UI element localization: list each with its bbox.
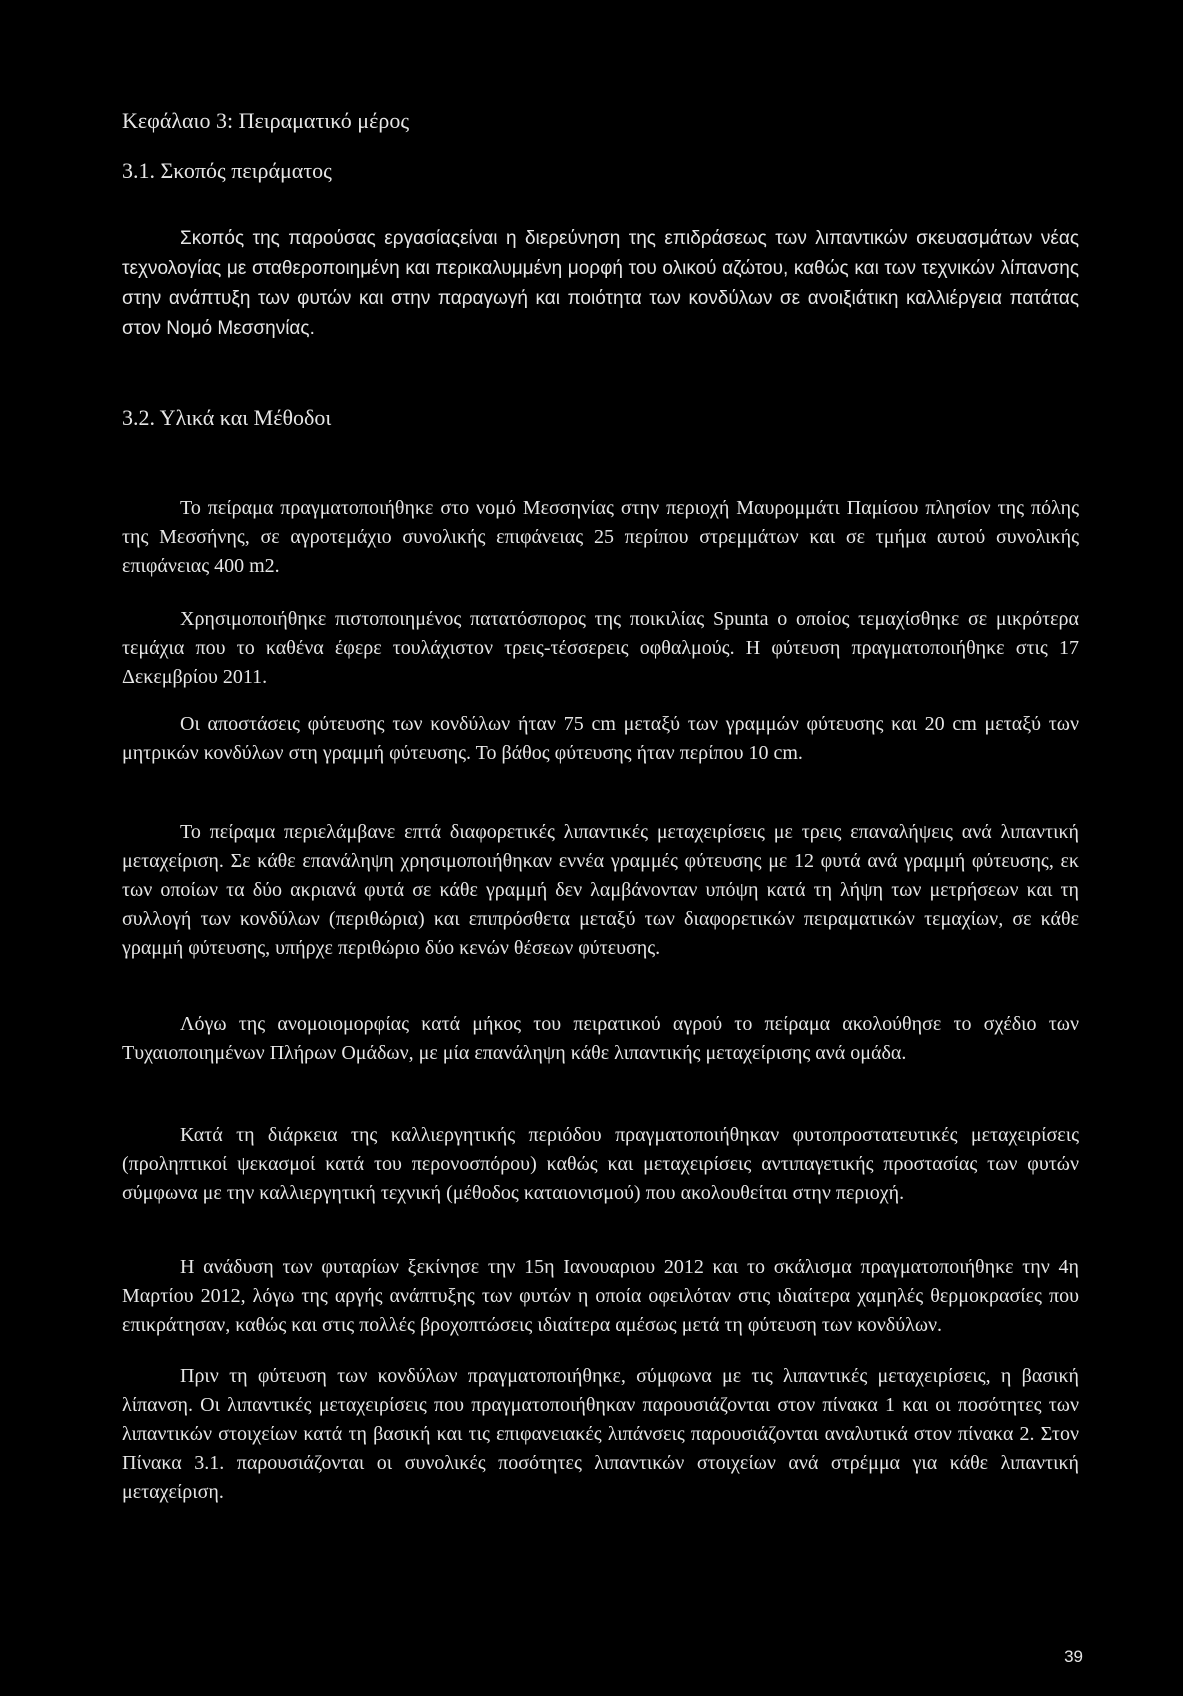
paragraph-experimental-design: Λόγω της ανομοιομορφίας κατά μήκος του πειρατικού αγρού το πείραμα ακολούθησε το σχέδιο των Τυχαιοποιημένων Πλήρων Ομάδων, με μία επανάληψη κάθε λιπαντικής μεταχείρισης ανά ομάδα. [122, 1013, 1079, 1064]
paragraph-seed-material: Χρησιμοποιήθηκε πιστοποιημένος πατατόσπορος της ποικιλίας Spunta ο οποίος τεμαχίσθηκε σε μικρότερα τεμάχια που το καθένα έφερε τουλάχιστον τρεις-τέσσερεις οφθαλμούς. Η φύτευση πραγματοποιήθηκε στις 17 Δεκεμβρίου 2011. [122, 608, 1079, 688]
section-title-materials-methods: 3.2. Υλικά και Μέθοδοι [122, 405, 332, 430]
paragraph-basic-fertilization: Πριν τη φύτευση των κονδύλων πραγματοποιήθηκε, σύμφωνα με τις λιπαντικές μεταχειρίσεις, η βασική λίπανση. Οι λιπαντικές μεταχειρίσεις που πραγματοποιήθηκαν παρουσιάζονται στον πίνακα 1 και οι ποσότητες των λιπαντικών στοιχείων κατά τη βασική και τις επιφανειακές λιπάνσεις παρουσιάζονται αναλυτικά στον πίνακα 2. Στον Πίνακα 3.1. παρουσιάζονται οι συνολικές ποσότητες λιπαντικών στοιχείων ανά στρέμμα για κάθε λιπαντική μεταχείριση. [122, 1365, 1079, 1503]
paragraph-purpose: Σκοπός της παρούσας εργασίαςείναι η διερεύνηση της επιδράσεως των λιπαντικών σκευασμάτων νέας τεχνολογίας με σταθεροποιημένη και περικαλυμμένη μορφή του ολικού αζώτου, καθώς και των τεχνικών λίπανσης στην ανάπτυξη των φυτών και στην παραγωγή και ποιότητα των κονδύλων σε ανοιξιάτικη καλλιέργεια πατάτας στον Νομό Μεσσηνίας. [122, 228, 1079, 339]
paragraph-planting-distances: Οι αποστάσεις φύτευσης των κονδύλων ήταν 75 cm μεταξύ των γραμμών φύτευσης και 20 cm μεταξύ των μητρικών κονδύλων στη γραμμή φύτευσης. Το βάθος φύτευσης ήταν περίπου 10 cm. [122, 713, 1079, 764]
paragraph-location: Το πείραμα πραγματοποιήθηκε στο νομό Μεσσηνίας στην περιοχή Μαυρομμάτι Παμίσου πλησίον της πόλης της Μεσσήνης, σε αγροτεμάχιο συνολικής επιφάνειας 25 περίπου στρεμμάτων και σε τμήμα αυτού συνολικής επιφάνειας 400 m2. [122, 497, 1079, 577]
page-number: 39 [1064, 1647, 1083, 1666]
paragraph-treatments: Το πείραμα περιελάμβανε επτά διαφορετικές λιπαντικές μεταχειρίσεις με τρεις επαναλήψεις ανά λιπαντική μεταχείριση. Σε κάθε επανάληψη χρησιμοποιήθηκαν εννέα γραμμές φύτευσης με 12 φυτά ανά γραμμή φύτευσης, εκ των οποίων τα δύο ακριανά φυτά σε κάθε γραμμή δεν λαμβάνονταν υπόψη κατά τη λήψη των μετρήσεων και τη συλλογή των κονδύλων (περιθώρια) και επιπρόσθετα μεταξύ των διαφορετικών πειραματικών τεμαχίων, σε κάθε γραμμή φύτευσης, υπήρχε περιθώριο δύο κενών θέσεων φύτευσης. [122, 821, 1079, 959]
paragraph-emergence: Η ανάδυση των φυταρίων ξεκίνησε την 15η Ιανουαριου 2012 και το σκάλισμα πραγματοποιήθηκε την 4η Μαρτίου 2012, λόγω της αργής ανάπτυξης των φυτών η οποία οφειλόταν στις ιδιαίτερα χαμηλές θερμοκρασίες που επικράτησαν, καθώς και στις πολλές βροχοπτώσεις ιδιαίτερα αμέσως μετά τη φύτευση των κονδύλων. [122, 1256, 1079, 1336]
section-title-purpose: 3.1. Σκοπός πειράματος [122, 158, 332, 183]
chapter-title: Κεφάλαιο 3: Πειραματικό μέρος [122, 108, 410, 133]
paragraph-crop-protection: Κατά τη διάρκεια της καλλιεργητικής περιόδου πραγματοποιήθηκαν φυτοπροστατευτικές μεταχειρίσεις (προληπτικοί ψεκασμοί κατά του περονοσπόρου) καθώς και μεταχειρίσεις αντιπαγετικής προστασίας των φυτών σύμφωνα με την καλλιεργητική τεχνική (μέθοδος καταιονισμού) που ακολουθείται στην περιοχή. [122, 1124, 1079, 1204]
